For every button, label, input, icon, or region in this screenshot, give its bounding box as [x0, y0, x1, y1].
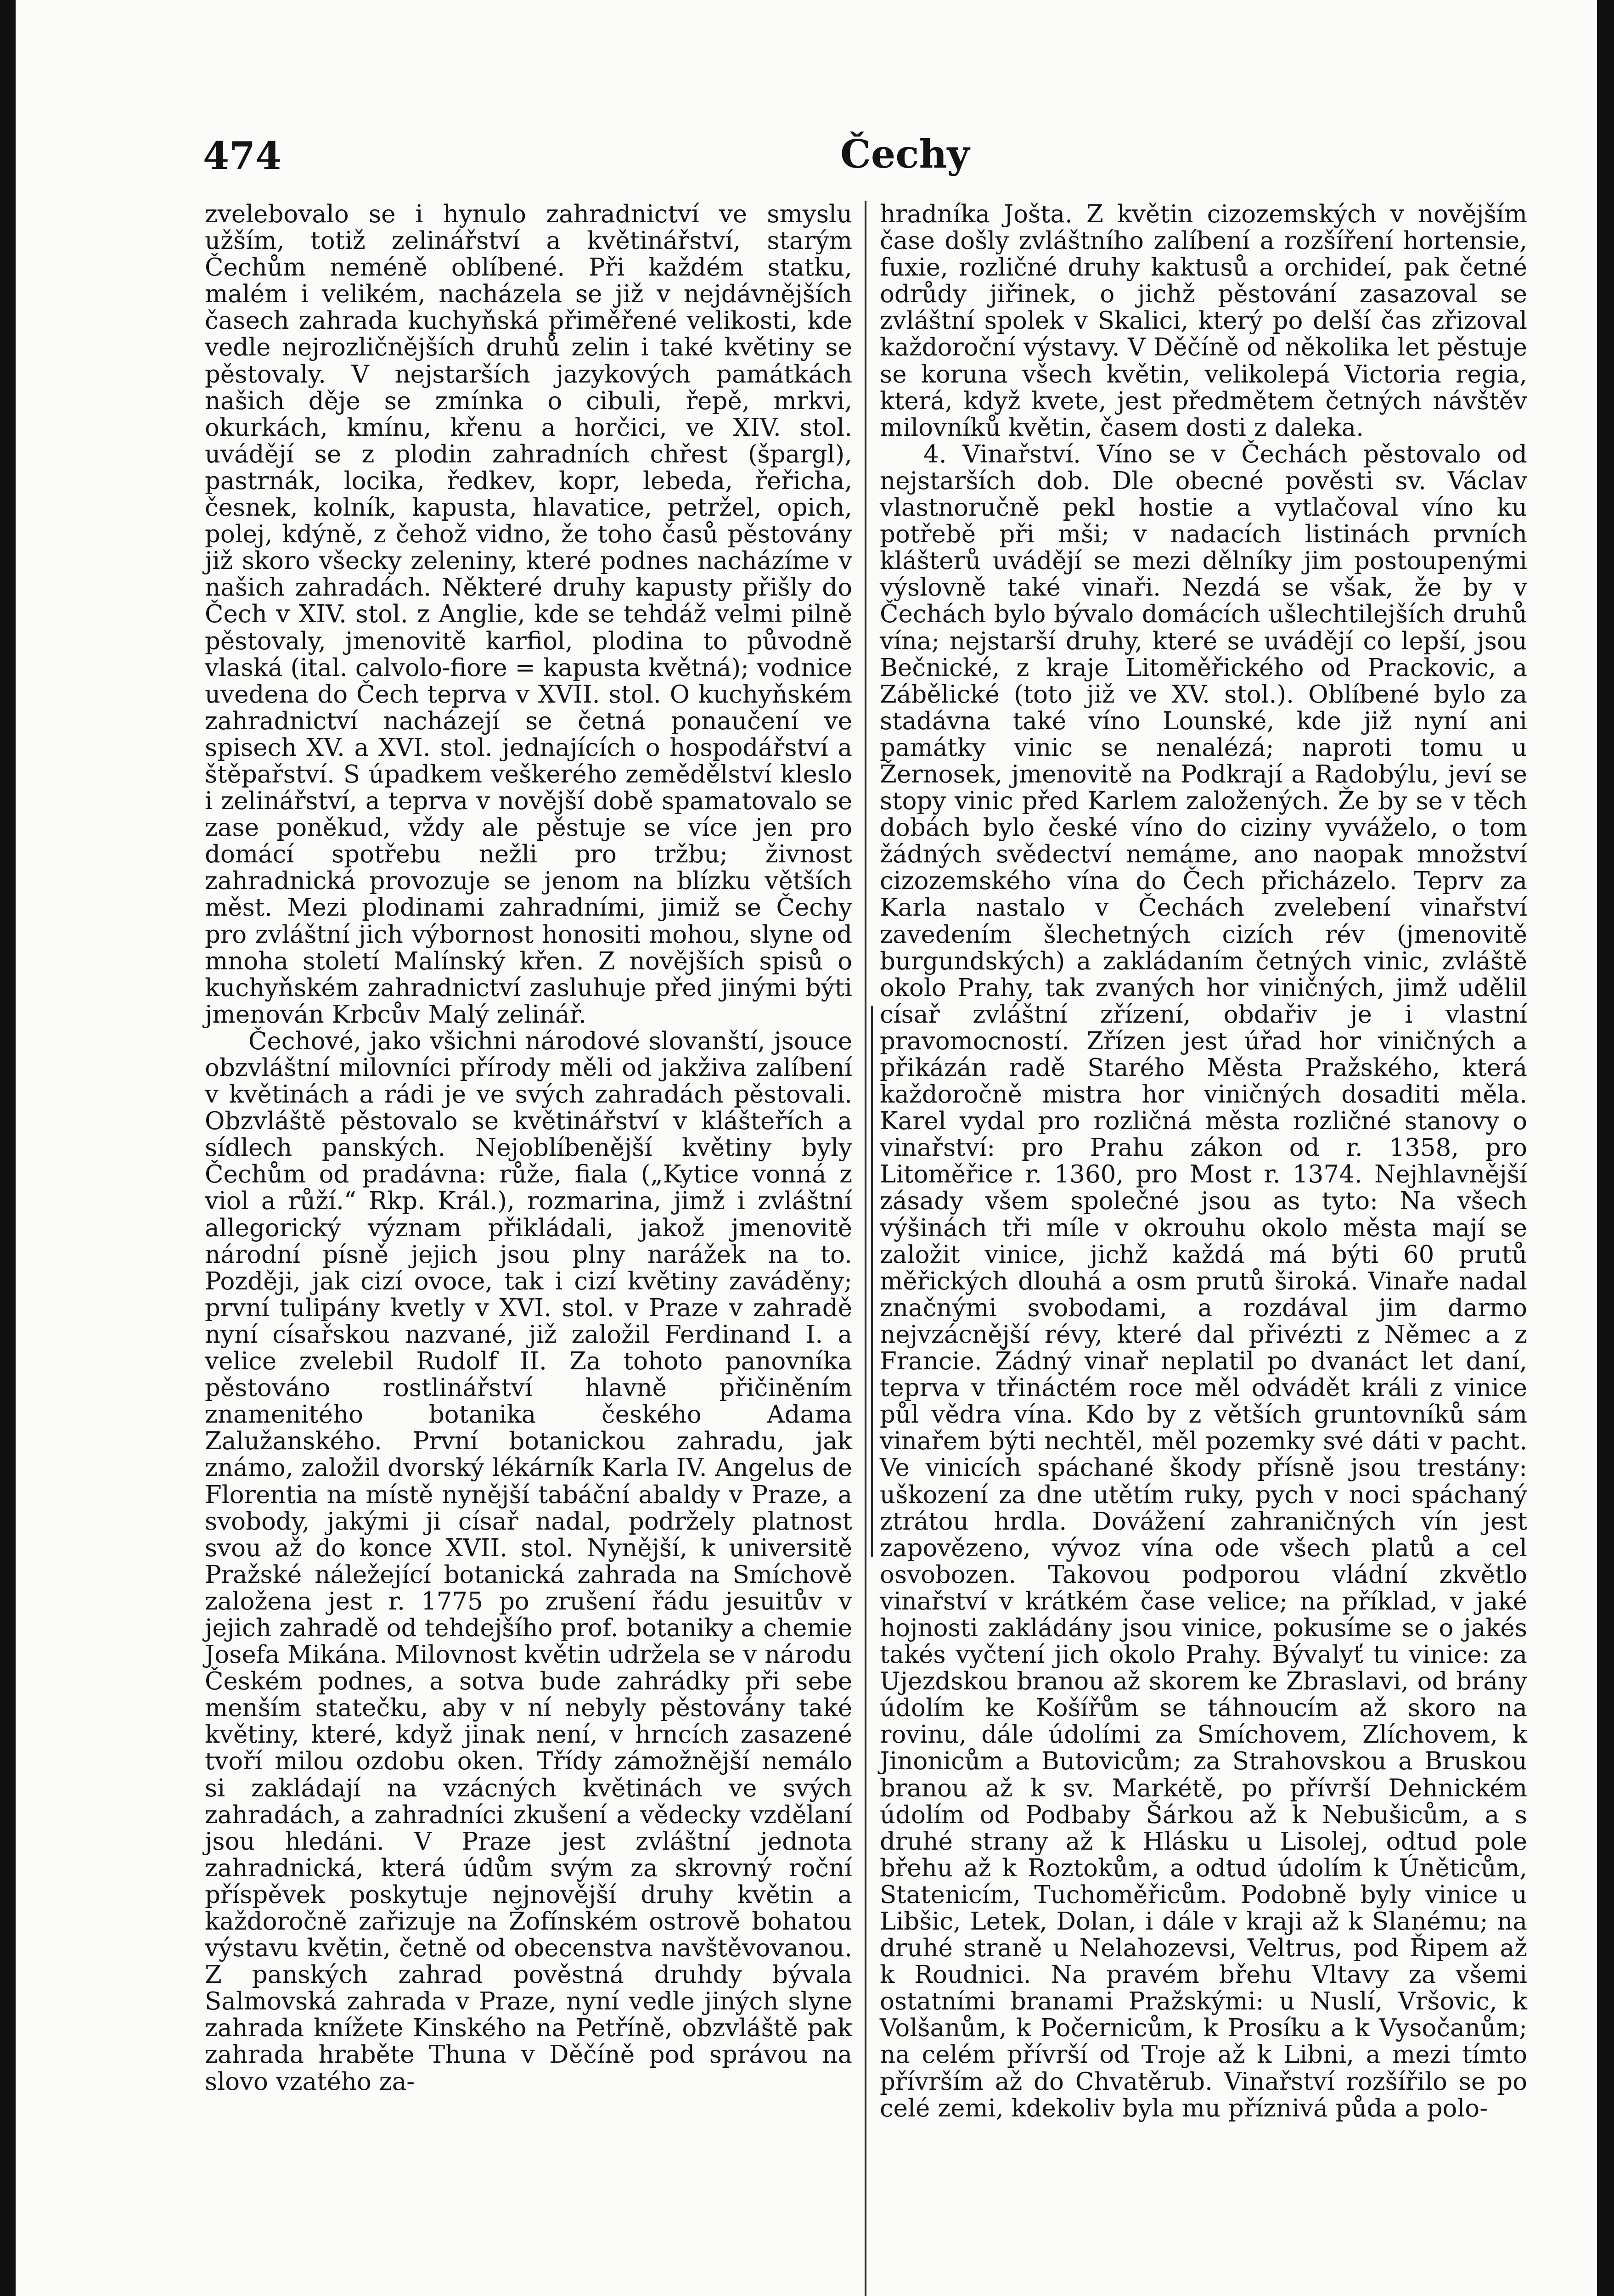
page-number: 474 — [203, 134, 282, 178]
scan-edge-right — [1597, 0, 1614, 2296]
right-column — [880, 201, 1527, 2122]
paragraph-zelinarstvi: zvelebovalo se i hynulo zahradnictví ve smyslu užším, totiž zelinářství a květinářství, starým Čechům neméně oblíbené. Při každém statku, malém i velikém, nacházela se již v nejdávnějších časech zahrada kuchyňská přiměřené velikosti, kde vedle nejrozličnějších druhů zelin i také květiny se pěstovaly. V nejstarších jazykových památkách našich děje se zmínka o cibuli, řepě, mrkvi, okurkách, kmínu, křenu a horčici, ve XIV. stol. uvádějí se z plodin zahradních chřest (špargl), pastrnák, locika, ředkev, kopr, lebeda, řeřicha, česnek, kolník, kapusta, hlavatice, petržel, opich, polej, kdýně, z čehož vidno, že toho časů pěstovány již skoro všecky zeleniny, které podnes nacházíme v našich zahradách. Některé druhy kapusty přišly do Čech v XIV. stol. z Anglie, kde se tehdáž velmi pilně pěstovaly, jmenovitě karfiol, plodina to původně vlaská (ital. calvolo-fiore = kapusta květná); vodnice uvedena do Čech teprva v XVII. stol. O kuchyňském zahradnictví nacházejí se četná ponaučení ve spisech XV. a XVI. stol. jednajících o hospodářství a štěpařství. S úpadkem veškerého zemědělství kleslo i zelinářství, a teprva v novější době spamatovalo se zase poněkud, vždy ale pěstuje se více jen pro domácí spotřebu nežli pro tržbu; živnost zahradnická provozuje se jenom na blízku větších měst. Mezi plodinami zahradními, jimiž se Čechy pro zvláštní jich výbornost honositi mohou, slyne od mnoha století Malínský křen. Z novějších spisů o kuchyňském zahradnictví zasluhuje před jinými býti jmenován Krbcův Malý zelinář. — [205, 200, 852, 1029]
column-divider — [865, 201, 866, 2296]
running-head: Čechy — [840, 131, 970, 177]
paragraph-kvetiny-cizozemske: hradníka Jošta. Z květin cizozemských v novějším čase došly zvláštního zalíbení a rozšíření hortensie, fuxie, rozličné druhy kaktusů a orchideí, pak četné odrůdy jiřinek, o jichž pěstování zasazoval se zvláštní spolek v Skalici, který po delší čas zřizoval každoroční výstavy. V Děčíně od několika let pěstuje se koruna všech květin, velikolepá Victoria regia, která, když kvete, jest předmětem četných návštěv milovníků květin, časem dosti z daleka. — [880, 200, 1527, 442]
column-divider-secondary — [871, 1006, 873, 1557]
left-column — [205, 201, 852, 2095]
paragraph-kvetinarstvi: Čechové, jako všichni národové slovanští, jsouce obzvláštní milovníci přírody měli od jakživa zalíbení v květinách a rádi je ve svých zahradách pěstovali. Obzvláště pěstovalo se květinářství v klášteřích a sídlech panských. Nejoblíbenější květiny byly Čechům od pradávna: růže, fiala („Kytice vonná z viol a růží.“ Rkp. Král.), rozmarina, jimž i zvláštní allegorický význam přikládali, jakož jmenovitě národní písně jejich jsou plny narážek na to. Později, jak cizí ovoce, tak i cizí květiny zaváděny; první tulipány kvetly v XVI. stol. v Praze v zahradě nyní císařskou nazvané, již založil Ferdinand I. a velice zvelebil Rudolf II. Za tohoto panovníka pěstováno rostlinářství hlavně přičiněním znamenitého botanika českého Adama Zalužanského. První botanickou zahradu, jak známo, založil dvorský lékárník Karla IV. Angelus de Florentia na místě nynější tabáční abaldy v Praze, a svobody, jakými ji císař nadal, podržely platnost svou až do konce XVII. stol. Nynější, k universitě Pražské náležející botanická zahrada na Smíchově založena jest r. 1775 po zrušení řádu jesuitův v jejich zahradě od tehdejšího prof. botaniky a chemie Josefa Mikána. Milovnost květin udržela se v národu Českém podnes, a sotva bude zahrádky při sebe menším statečku, aby v ní nebyly pěstovány také květiny, které, když jinak není, v hrncích zasazené tvoří milou ozdobu oken. Třídy zámožnější nemálo si zakládají na vzácných květinách ve svých zahradách, a zahradníci zkušení a vědecky vzdělaní jsou hledáni. V Praze jest zvláštní jednota zahradnická, která údům svým za skrovný roční příspěvek poskytuje nejnovější druhy květin a každoročně zařizuje na Žofínském ostrově bohatou výstavu květin, četně od obecenstva navštěvovanou. Z panských zahrad pověstná druhdy bývala Salmovská zahrada v Praze, nyní vedle jiných slyne zahrada knížete Kinského na Petříně, obzvláště pak zahrada hraběte Thuna v Děčíně pod správou na slovo vzatého za- — [205, 1027, 852, 2096]
paragraph-vinarstvi: 4. Vinařství. Víno se v Čechách pěstovalo od nejstarších dob. Dle obecné pověsti sv. Václav vlastnoručně pekl hostie a vytlačoval víno ku potřebě při mši; v nadacích listinách prvních klášterů uvádějí se mezi dělníky jim postoupenými výslovně také vinaři. Nezdá se však, že by v Čechách bylo bývalo domácích ušlechtilejších druhů vína; nejstarší druhy, které se uvádějí co lepší, jsou Bečnické, z kraje Litoměřického od Prackovic, a Zábělické (toto již ve XV. stol.). Oblíbené bylo za stadávna také víno Lounské, kde již nyní ani památky vinic se nenalézá; naproti tomu u Žernosek, jmenovitě na Podkrají a Radobýlu, jeví se stopy vinic před Karlem založených. Že by se v těch dobách bylo české víno do ciziny vyváželo, o tom žádných svědectví nemáme, ano naopak množství cizozemského vína do Čech přicházelo. Teprv za Karla nastalo v Čechách zvelebení vinařství zavedením šlechetných cizích rév (jmenovitě burgundských) a zakládaním četných vinic, zvláště okolo Prahy, tak zvaných hor viničných, jimž udělil císař zvláštní zřízení, obdařiv je i vlastní pravomocností. Zřízen jest úřad hor viničných a přikázán radě Starého Města Pražského, která každoročně mistra hor viničných dosaditi měla. Karel vydal pro rozličná města rozličné stanovy o vinařství: pro Prahu zákon od r. 1358, pro Litoměřice r. 1360, pro Most r. 1374. Nejhlavnější zásady všem společné jsou as tyto: Na všech výšinách tři míle v okrouhu okolo města mají se založit vinice, jichž každá má býti 60 prutů měřických dlouhá a osm prutů široká. Vinaře nadal značnými svobodami, a rozdával jim darmo nejvzácnější révy, které dal přivézti z Němec a z Francie. Žádný vinař neplatil po dvanáct let daní, teprva v třináctém roce měl odvádět králi z vinice půl vědra vína. Kdo by z větších gruntovníků sám vinařem býti nechtěl, měl pozemky své dáti v pacht. Ve vinicích spáchané škody přísně jsou trestány: uškození za dne utětím ruky, pych v noci spáchaný ztrátou hrdla. Dovážení zahraničných vín jest zapovězeno, vývoz vína ode všech platů a cel osvobozen. Takovou podporou vládní zkvětlo vinařství v krátkém čase velice; na příklad, v jaké hojnosti zakládány jsou vinice, pokusíme se o jakés takés vyčtení jich okolo Prahy. Bývalyť tu vinice: za Ujezdskou branou až skorem ke Zbraslavi, od brány údolím ke Košířům se táhnoucím až skoro na rovinu, dále údolími za Smíchovem, Zlíchovem, k Jinonicům a Butovicům; za Strahovskou a Bruskou branou až k sv. Markétě, po přívrší Dehnickém údolím od Podbaby Šárkou až k Nebušicům, a s druhé strany až k Hlásku u Lisolej, odtud pole břehu až k Roztokům, a odtud údolím k Úněticům, Statenicím, Tuchoměřicům. Podobně byly vinice u Libšic, Letek, Dolan, i dále v kraji až k Slanému; na druhé straně u Nelahozevsi, Veltrus, pod Řipem až k Roudnici. Na pravém břehu Vltavy za všemi ostatními branami Pražskými: u Nuslí, Vršovic, k Volšanům, k Počernicům, k Prosíku a k Vysočanům; na celém přívrší od Troje až k Libni, a mezi tímto přívrším až do Chvatěrub. Vinařství rozšířilo se po celé zemi, kdekoliv byla mu příznivá půda a polo- — [880, 440, 1527, 2122]
scan-edge-left — [0, 0, 16, 2296]
